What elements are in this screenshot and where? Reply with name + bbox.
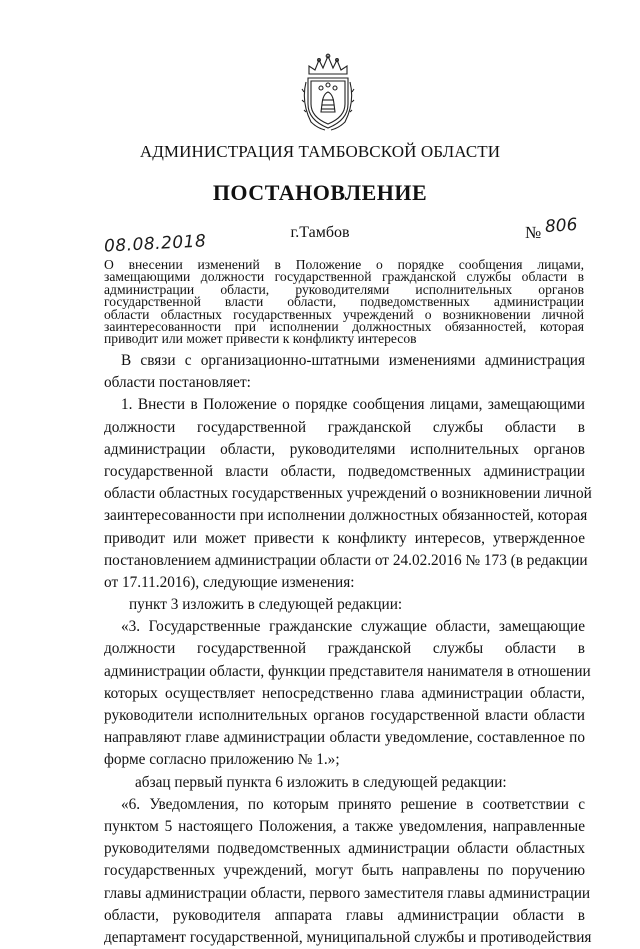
body-line: «3. Государственные гражданские служащие области, замещающие: [121, 618, 585, 636]
body-line: форме согласно приложению № 1.»;: [104, 751, 340, 769]
document-subject: [104, 259, 584, 346]
body-line: государственной власти области, подведомственных администрации: [104, 462, 585, 480]
body-line: постановлением администрации области от 24.02.2016 № 173 (в редакции: [104, 551, 588, 569]
document-type-title: ПОСТАНОВЛЕНИЕ: [212, 180, 428, 205]
body-line: В связи с организационно-штатными изменениями администрация: [121, 352, 585, 369]
handwritten-date: 08.08.2018: [103, 231, 207, 257]
body-line: должности государственной гражданской службы области в: [104, 418, 585, 436]
body-line: администрации области, функции представителя нанимателя в отношении: [104, 662, 591, 680]
body-line: должности государственной гражданской службы области в: [104, 640, 585, 658]
body-line: руководители исполнительных органов государственной власти области: [104, 707, 585, 724]
body-line: руководителями подведомственных администрации области областных: [104, 840, 585, 858]
body-line: пункт 3 изложить в следующей редакции:: [129, 596, 403, 614]
subject-line: государственной власти области, подведомственных администрации: [104, 294, 584, 310]
subject-line: области областных государственных учреждений о возникновении личной: [104, 306, 584, 322]
subject-line: приводит или может привести к конфликту интересов: [104, 331, 417, 347]
body-line: направляют главе администрации области уведомление, составленное по: [104, 729, 585, 747]
body-line: приводит или может привести к конфликту интересов, утвержденное: [104, 529, 585, 547]
body-line: заинтересованности при исполнении должностных обязанностей, которая: [104, 507, 588, 525]
coat-of-arms-emblem: [301, 52, 355, 132]
body-line: области, руководителя аппарата главы администрации области в: [104, 906, 585, 924]
handwritten-document-number: 806: [544, 214, 579, 238]
body-line: администрации области, руководителями исполнительных органов: [104, 440, 585, 458]
body-line: «6. Уведомления, по которым принято решение в соответствии с: [121, 795, 585, 813]
body-line: области постановляет:: [104, 374, 251, 392]
subject-line: замещающими должности государственной гражданской службы области в: [104, 269, 584, 285]
subject-line: О внесении изменений в Положение о порядке сообщения лицами,: [104, 257, 584, 272]
body-line: государственных учреждений, могут быть направлены по поручению: [104, 862, 585, 880]
body-line: 1. Внести в Положение о порядке сообщения лицами, замещающими: [121, 396, 585, 414]
city-name: г.Тамбов: [290, 224, 350, 241]
body-line: от 17.11.2016), следующие изменения:: [104, 573, 355, 591]
number-label: №: [525, 223, 542, 242]
body-line: пунктом 5 настоящего Положения, а также уведомления, направленные: [104, 817, 585, 835]
body-line: области областных государственных учреждений о возникновении личной: [104, 485, 592, 503]
organization-name: АДМИНИСТРАЦИЯ ТАМБОВСКОЙ ОБЛАСТИ: [139, 142, 501, 161]
body-line: главы администрации области, первого заместителя главы администрации: [104, 884, 591, 902]
subject-line: заинтересованности при исполнении должностных обязанностей, которая: [104, 319, 584, 335]
subject-line: администрации области, руководителями исполнительных органов: [104, 281, 584, 297]
body-line: департамент государственной, муниципальной службы и противодействия: [104, 928, 592, 946]
body-line: которых осуществляет непосредственно глава администрации области,: [104, 684, 585, 702]
document-body: [104, 350, 592, 949]
body-line: абзац первый пункта 6 изложить в следующей редакции:: [135, 773, 507, 791]
